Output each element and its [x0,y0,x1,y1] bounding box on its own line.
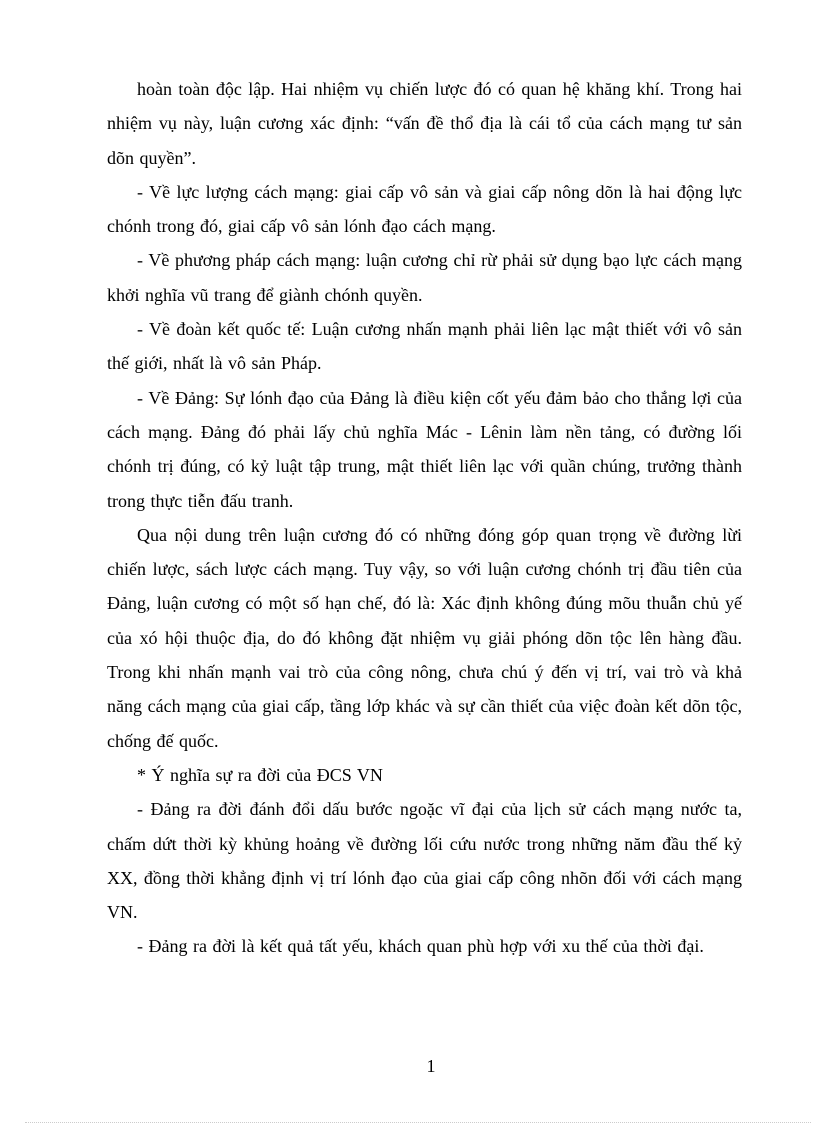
paragraph-2: - Về lực lượng cách mạng: giai cấp vô sản và giai cấp nông dõn là hai động lực chónh trong đó, giai cấp vô sản lónh đạo cách mạng. [107,181,742,237]
paragraph-3: - Về phương pháp cách mạng: luận cương chỉ rừ phải sử dụng bạo lực cách mạng khởi nghĩa vũ trang để giành chónh quyền. [107,250,742,305]
paragraph-5: - Về Đảng: Sự lónh đạo của Đảng là điều kiện cốt yếu đảm bảo cho thắng lợi của cách mạng. Đảng đó phải lấy chủ nghĩa Mác - Lênin làm nền tảng, có đường lối chónh trị đúng, có kỷ luật tập trung, mật thiết liên lạc với quần chúng, trưởng thành trong thực tiễn đấu tranh. [107,387,742,511]
paragraph-7: - Đảng ra đời đánh đổi dấu bước ngoặc vĩ đại của lịch sử cách mạng nước ta, chấm dứt thời kỳ khủng hoảng về đường lối cứu nước trong những năm đầu thế kỷ XX, đồng thời khẳng định vị trí lónh đạo của giai cấp công nhõn đối với cách mạng VN. [107,799,742,923]
page-number: 1 [426,1056,436,1076]
paragraph-1: hoàn toàn độc lập. Hai nhiệm vụ chiến lược đó có quan hệ khăng khí. Trong hai nhiệm vụ này, luận cương xác định: “vấn đề thổ địa là cái tổ của cách mạng tư sản dõn quyền”. [107,79,742,168]
paragraph-6: Qua nội dung trên luận cương đó có những đóng góp quan trọng về đường lừi chiến lược, sách lược cách mạng. Tuy vậy, so với luận cương chónh trị đầu tiên của Đảng, luận cương có một số hạn chế, đó là: Xác định không đúng mõu thuẫn chủ yế của xó hội thuộc địa, do đó không đặt nhiệm vụ giải phóng dõn tộc lên hàng đầu. Trong khi nhấn mạnh vai trò của công nông, chưa chú ý đến vị trí, vai trò và khả năng cách mạng của giai cấp, tầng lớp khác và sự cần thiết của việc đoàn kết dõn tộc, chống đế quốc. [107,524,742,751]
paragraph-4: - Về đoàn kết quốc tế: Luận cương nhấn mạnh phải liên lạc mật thiết với vô sản thế giới, nhất là vô sản Pháp. [107,319,742,374]
paragraph-8: - Đảng ra đời là kết quả tất yếu, khách quan phù hợp với xu thế của thời đại. [137,936,704,957]
section-heading-significance: * Ý nghĩa sự ra đời của ĐCS VN [137,764,383,785]
document-body [107,72,742,964]
